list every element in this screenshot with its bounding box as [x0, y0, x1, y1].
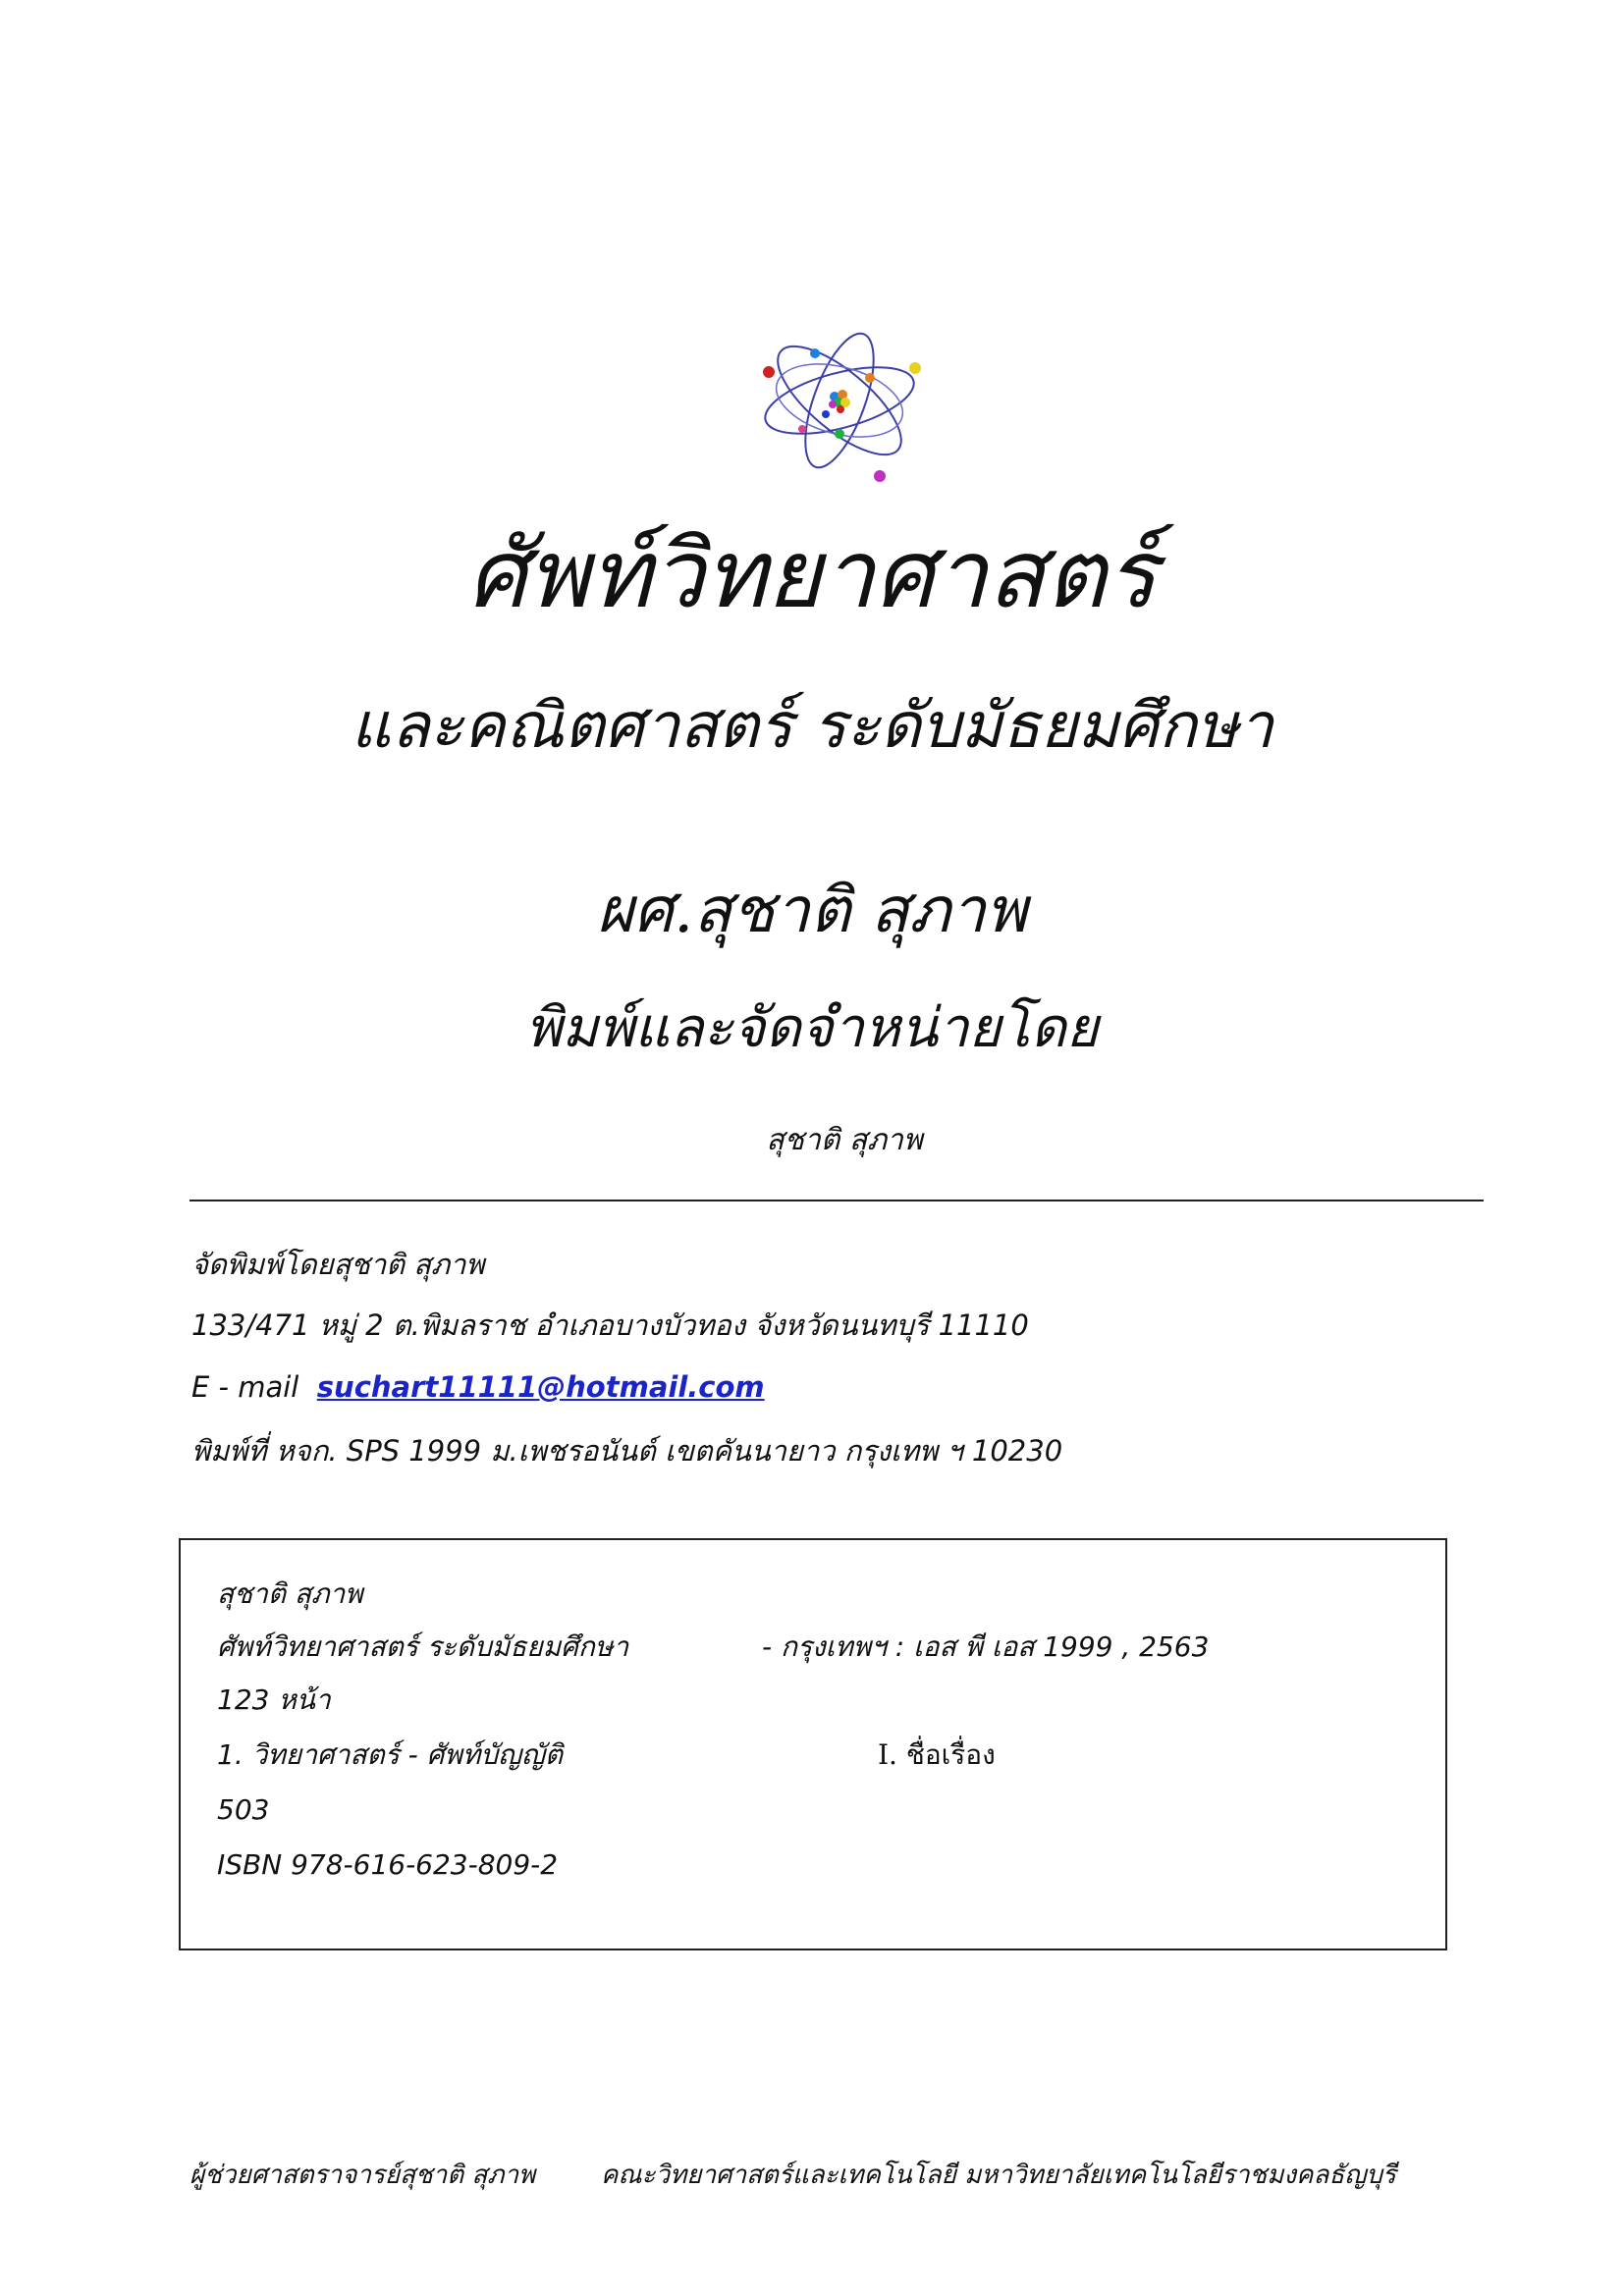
atom-icon — [756, 312, 923, 489]
cip-publication: - กรุงเทพฯ : เอส พี เอส 1999 , 2563 — [762, 1630, 1210, 1663]
imprint-publisher: จัดพิมพ์โดยสุชาติ สุภาพ — [191, 1248, 485, 1281]
book-title: ศัพท์วิทยาศาสตร์ — [466, 519, 1158, 629]
email-link[interactable]: suchart11111@hotmail.com — [316, 1370, 765, 1404]
footer-author: ผู้ช่วยศาสตราจารย์สุชาติ สุภาพ — [189, 2161, 536, 2190]
publisher-name: สุชาติ สุภาพ — [766, 1123, 923, 1157]
cip-classification: 503 — [217, 1793, 270, 1826]
footer-affiliation: คณะวิทยาศาสตร์และเทคโนโลยี มหาวิทยาลัยเทคโนโลยีราชมงคลธัญบุรี — [601, 2161, 1396, 2190]
cip-box — [179, 1538, 1447, 1950]
cip-isbn: ISBN 978-616-623-809-2 — [217, 1848, 559, 1881]
cip-author: สุชาติ สุภาพ — [217, 1577, 363, 1610]
author-name: ผศ.สุชาติ สุภาพ — [596, 875, 1028, 947]
cip-pages: 123 หน้า — [217, 1683, 331, 1716]
cip-title-entry: I. ชื่อเรื่อง — [878, 1738, 996, 1771]
cip-title: ศัพท์วิทยาศาสตร์ ระดับมัธยมศึกษา — [217, 1630, 629, 1663]
publisher-heading: พิมพ์และจัดจำหน่ายโดย — [525, 996, 1099, 1060]
imprint-email-row — [191, 1367, 765, 1407]
divider — [189, 1200, 1484, 1201]
email-label: E - mail — [191, 1370, 299, 1404]
imprint-address: 133/471 หมู่ 2 ต.พิมลราช อำเภอบางบัวทอง จังหวัดนนทบุรี 11110 — [191, 1308, 1029, 1342]
imprint-printer: พิมพ์ที่ หจก. SPS 1999 ม.เพชรอนันต์ เขตคันนายาว กรุงเทพ ฯ 10230 — [191, 1434, 1063, 1468]
cip-subject: 1. วิทยาศาสตร์ - ศัพท์บัญญัติ — [217, 1738, 563, 1771]
book-subtitle: และคณิตศาสตร์ ระดับมัธยมศึกษา — [351, 690, 1273, 763]
